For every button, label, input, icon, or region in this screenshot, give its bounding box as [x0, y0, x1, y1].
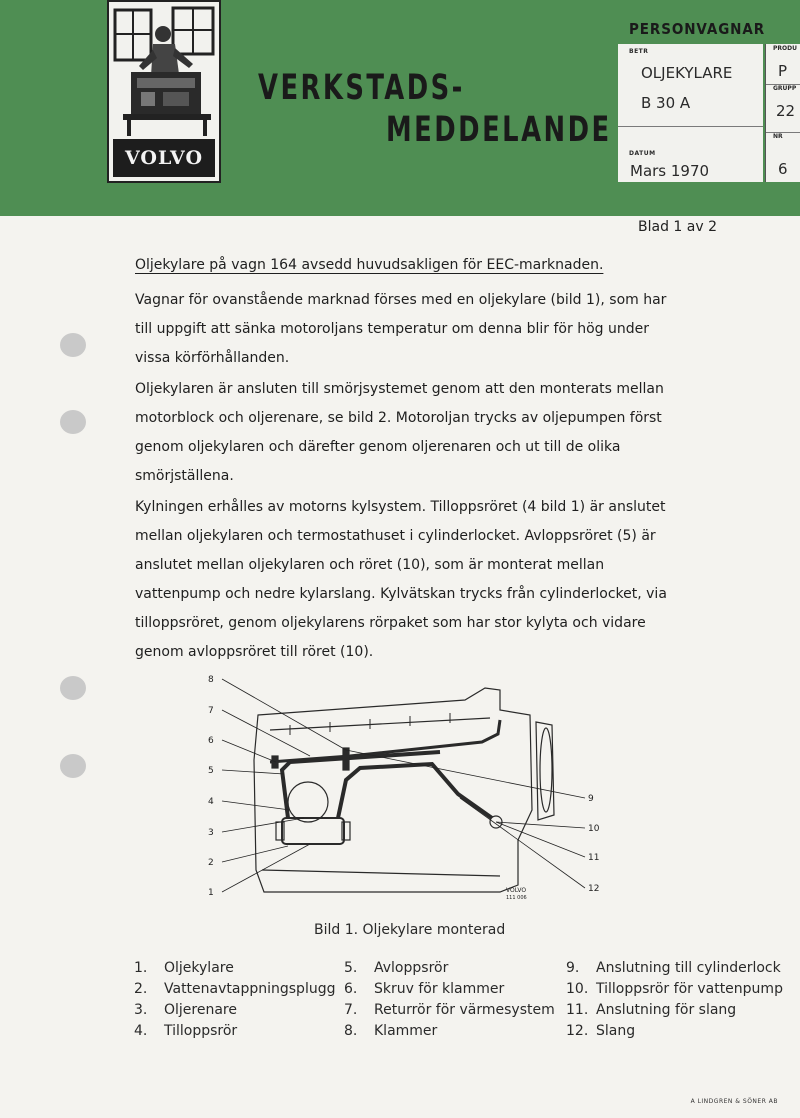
prod-label: PRODU: [773, 45, 797, 52]
volvo-logo: [107, 0, 221, 183]
legend-item: 4. Tilloppsrör: [134, 1023, 238, 1039]
prod-value: P: [778, 62, 788, 80]
category-label: PERSONVAGNAR: [629, 20, 766, 38]
mechanic-illustration-icon: [113, 4, 217, 138]
nr-label: NR: [773, 133, 783, 140]
callout-6: 6: [208, 736, 214, 746]
legend-item: 10. Tilloppsrör för vattenpump: [566, 981, 783, 997]
betr-line-1: OLJEKYLARE: [641, 64, 733, 82]
callout-9: 9: [588, 794, 594, 804]
callout-4: 4: [208, 797, 214, 807]
legend-item: 12. Slang: [566, 1023, 636, 1039]
callout-2: 2: [208, 858, 214, 868]
title-line-1: VERKSTADS-: [258, 68, 465, 108]
legend-item: 7. Returrör för värmesystem: [344, 1002, 555, 1018]
legend-column-2: [344, 958, 555, 1042]
legend-item: 2. Vattenavtappningsplugg: [134, 981, 336, 997]
betr-label: BETR: [629, 48, 649, 55]
paragraph-2: Oljekylaren är ansluten till smörjsystemet genom att den monterats mellan motorblock och oljerenare, se bild 2. Motoroljan trycks av oljepumpen först genom oljekylaren och därefter genom oljerenaren och ut till de olika smörjställena.: [135, 381, 664, 484]
brand-wordmark: VOLVO: [124, 147, 204, 169]
legend-item: 3. Oljerenare: [134, 1002, 237, 1018]
callout-8: 8: [208, 675, 214, 685]
legend-item: 1. Oljekylare: [134, 960, 234, 976]
sheet-number: Blad 1 av 2: [638, 219, 717, 235]
callout-7: 7: [208, 706, 214, 716]
document-heading: Oljekylare på vagn 164 avsedd huvudsakligen för EEC-marknaden.: [135, 257, 604, 273]
binder-hole: [60, 333, 86, 357]
figure-caption: Bild 1. Oljekylare monterad: [314, 922, 506, 938]
betr-line-2: B 30 A: [641, 94, 691, 112]
paragraph-1: Vagnar för ovanstående marknad förses med en oljekylare (bild 1), som har till uppgift att sänka motoroljans temperatur om denna blir för hög under vissa körförhållanden.: [135, 292, 667, 366]
callout-1: 1: [208, 888, 214, 898]
header-band: [0, 0, 800, 216]
title-line-2: MEDDELANDE: [386, 110, 612, 150]
legend-item: 6. Skruv för klammer: [344, 981, 505, 997]
callout-5: 5: [208, 766, 214, 776]
binder-hole: [60, 676, 86, 700]
nr-value: 6: [778, 160, 788, 178]
grupp-label: GRUPP: [773, 85, 797, 92]
callout-11: 11: [588, 853, 600, 863]
printer-credit: A LINDGREN & SÖNER AB: [690, 1098, 778, 1105]
code-panel: [765, 44, 800, 182]
binder-hole: [60, 410, 86, 434]
legend-column-1: [134, 958, 335, 1042]
binder-hole: [60, 754, 86, 778]
legend-column-3: [566, 958, 783, 1042]
callout-12: 12: [588, 884, 600, 894]
callout-10: 10: [588, 824, 600, 834]
callout-3: 3: [208, 828, 214, 838]
info-panel: [618, 44, 763, 182]
legend-item: 8. Klammer: [344, 1023, 438, 1039]
engine-diagram: [200, 670, 630, 910]
datum-label: DATUM: [629, 150, 656, 157]
datum-value: Mars 1970: [630, 162, 710, 180]
stamp-brand: VOLVO: [506, 887, 527, 894]
paragraph-3: Kylningen erhålles av motorns kylsystem. Tilloppsröret (4 bild 1) är anslutet mellan oljekylaren och termostathuset i cylinderlocket. Avloppsröret (5) är anslutet mellan oljekylaren och röret (10), som är monterat mellan vattenpump och nedre kylarslang. Kylvätskan trycks från cylinderlocket, via tilloppsröret, genom oljekylarens rörpaket som har stor kylyta och vidare genom avloppsröret till röret (10).: [135, 499, 667, 660]
legend-item: 5. Avloppsrör: [344, 960, 449, 976]
legend-item: 11. Anslutning för slang: [566, 1002, 737, 1018]
stamp-number: 111 006: [506, 895, 527, 901]
legend-item: 9. Anslutning till cylinderlock: [566, 960, 781, 976]
grupp-value: 22: [776, 102, 796, 120]
